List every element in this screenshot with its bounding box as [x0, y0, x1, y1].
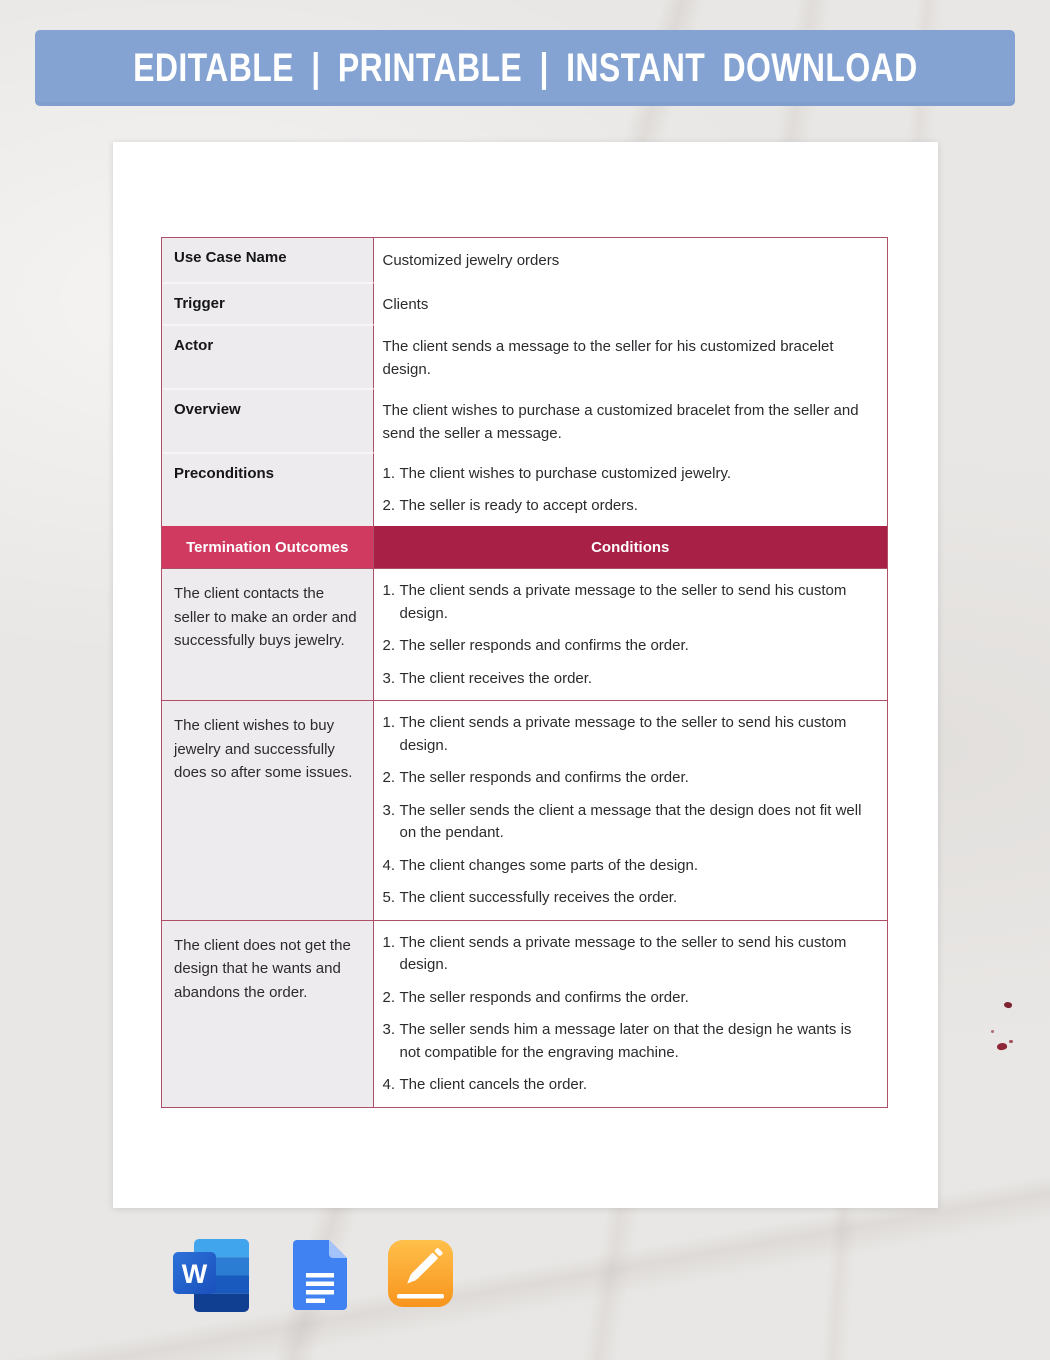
list-item: The seller responds and confirms the order.	[399, 637, 689, 654]
list-item: The seller sends the client a message that the design does not fit well on the pendant.	[399, 801, 862, 841]
marble-speck	[1003, 1001, 1013, 1009]
list-item: The client wishes to purchase customized jewelry.	[399, 465, 732, 482]
row-value: Clients	[374, 282, 888, 324]
table-row	[162, 920, 887, 1107]
conditions-list	[383, 580, 874, 690]
row-value: The client sends a message to the seller for his customized bracelet design.	[374, 324, 888, 388]
list-item: The client sends a private message to the seller to send his custom design.	[399, 582, 847, 622]
table-row	[162, 700, 887, 920]
document-page	[113, 142, 938, 1208]
outcome-cell: The client wishes to buy jewelry and successfully does so after some issues.	[162, 701, 374, 920]
table-header-row	[162, 526, 887, 568]
promo-banner	[35, 30, 1015, 106]
list-item: The client successfully receives the order.	[399, 889, 678, 906]
table-row	[162, 452, 887, 526]
row-label: Actor	[162, 324, 374, 388]
list-item: The client changes some parts of the design.	[399, 856, 699, 874]
list-item: The seller responds and confirms the order.	[399, 988, 689, 1006]
list-item: The client sends a private message to the seller to send his custom design.	[399, 714, 847, 754]
promo-banner-text: EDITABLE | PRINTABLE | INSTANT DOWNLOAD	[132, 45, 918, 90]
row-label: Use Case Name	[162, 238, 374, 282]
table-row	[162, 324, 887, 388]
conditions-cell	[374, 701, 888, 920]
list-item: The client receives the order.	[399, 669, 593, 687]
row-label: Preconditions	[162, 452, 374, 526]
list-item: The seller responds and confirms the order.	[399, 769, 689, 786]
conditions-list	[383, 932, 874, 1097]
table-row	[162, 282, 887, 324]
outcome-cell: The client contacts the seller to make an order and successfully buys jewelry.	[162, 569, 374, 700]
row-label: Trigger	[162, 282, 374, 324]
list-item: The client sends a private message to the seller to send his custom design.	[399, 933, 847, 973]
word-letter: W	[181, 1259, 208, 1289]
conditions-cell	[374, 921, 888, 1107]
marble-speck	[996, 1042, 1007, 1051]
row-value: Customized jewelry orders	[374, 238, 888, 282]
use-case-table	[161, 237, 888, 1108]
ms-word-icon[interactable]	[173, 1239, 249, 1313]
list-item: The seller is ready to accept orders.	[399, 496, 638, 514]
marble-speck	[1009, 1040, 1013, 1043]
list-item: The seller sends him a message later on that the design he wants is not compatible for the engraving machine.	[399, 1021, 852, 1061]
marble-speck	[991, 1030, 994, 1033]
row-label: Overview	[162, 388, 374, 452]
header-termination-outcomes: Termination Outcomes	[162, 526, 374, 568]
list-item: The client cancels the order.	[399, 1076, 588, 1093]
row-value	[374, 452, 888, 526]
outcome-cell: The client does not get the design that he wants and abandons the order.	[162, 921, 374, 1107]
conditions-cell	[374, 569, 888, 700]
apple-pages-icon[interactable]	[388, 1240, 453, 1307]
header-conditions: Conditions	[374, 526, 888, 568]
row-value: The client wishes to purchase a customized bracelet from the seller and send the seller a message.	[374, 388, 888, 452]
table-row	[162, 388, 887, 452]
table-row	[162, 238, 887, 282]
preconditions-list	[383, 463, 874, 517]
conditions-list	[383, 712, 874, 910]
google-docs-icon[interactable]	[293, 1240, 347, 1310]
table-row	[162, 568, 887, 700]
